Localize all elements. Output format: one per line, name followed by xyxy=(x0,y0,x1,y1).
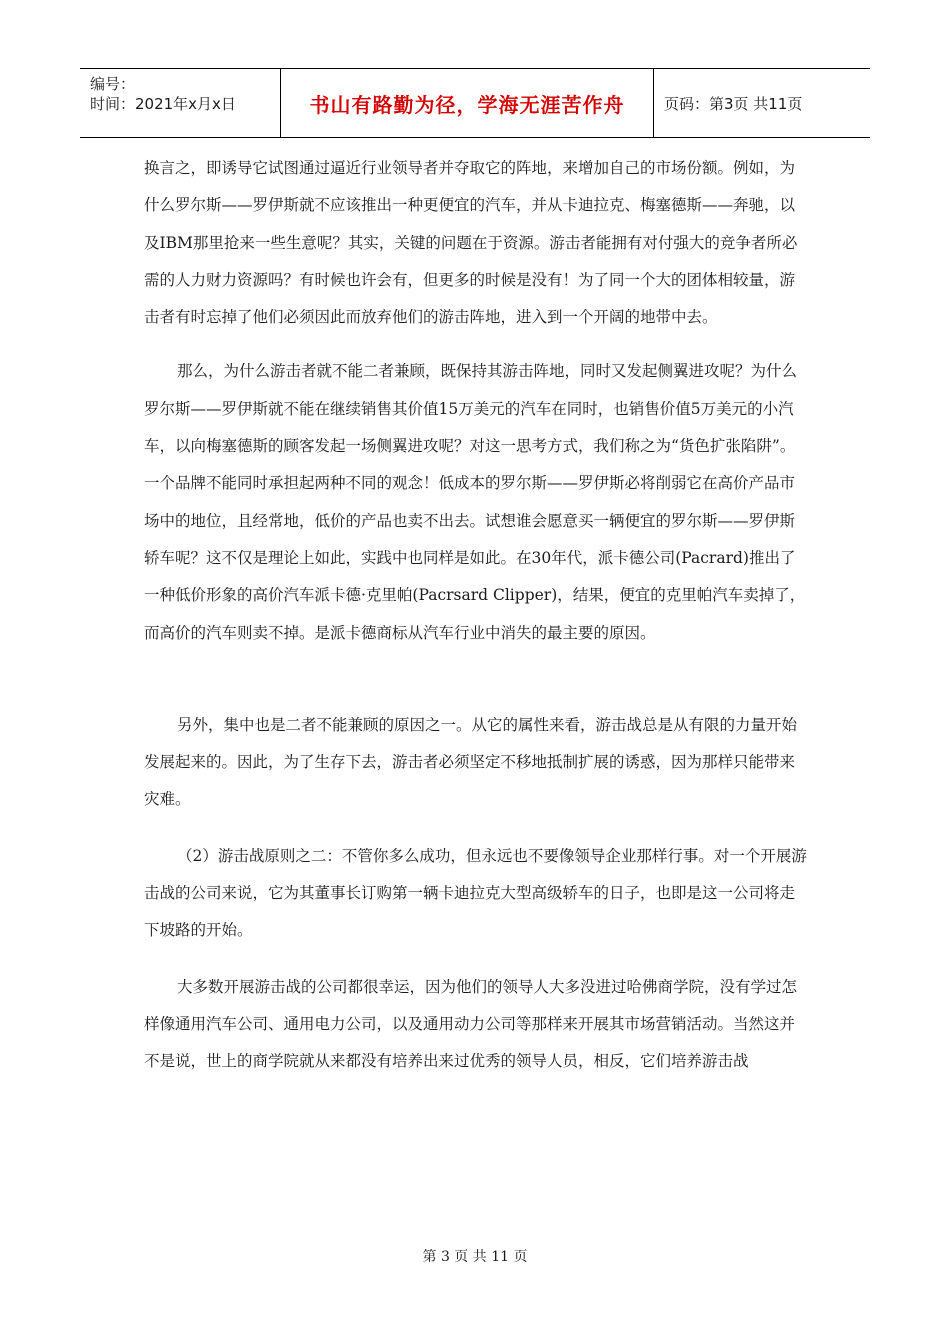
paragraph-1: 换言之，即诱导它试图通过逼近行业领导者并夺取它的阵地，来增加自己的市场份额。例如，为什么罗尔斯——罗伊斯就不应该推出一种更便宜的汽车，并从卡迪拉克、梅塞德斯——奔驰，以及IBM那里抢来一些生意呢？其实，关键的问题在于资源。游击者能拥有对付强大的竞争者所必需的人力财力资源吗？有时候也许会有，但更多的时候是没有！为了同一个大的团体相较量，游击者有时忘掉了他们必须因此而放弃他们的游击阵地，进入到一个开阔的地带中去。 xyxy=(144,159,798,327)
date-label: 时间：2021年x月x日 xyxy=(90,95,236,113)
header-motto-cell xyxy=(281,69,654,137)
document-body xyxy=(144,150,808,1081)
header-page-cell xyxy=(654,69,870,137)
page-header xyxy=(80,68,870,138)
paragraph-5: 大多数开展游击战的公司都很幸运，因为他们的领导人大多没进过哈佛商学院，没有学过怎样像通用汽车公司、通用电力公司，以及通用动力公司等那样来开展其市场营销活动。当然这并不是说，世上的商学院就从来都没有培养出来过优秀的领导人员，相反，它们培养游击战 xyxy=(144,977,798,1071)
paragraph-2: 那么，为什么游击者就不能二者兼顾，既保持其游击阵地，同时又发起侧翼进攻呢？为什么罗尔斯——罗伊斯就不能在继续销售其价值15万美元的汽车在同时，也销售价值5万美元的小汽车，以向梅塞德斯的顾客发起一场侧翼进攻呢？对这一思考方式，我们称之为“货色扩张陷阱”。一个品牌不能同时承担起两种不同的观念！低成本的罗尔斯——罗伊斯必将削弱它在高价产品市场中的地位，且经常地，低价的产品也卖不出去。试想谁会愿意买一辆便宜的罗尔斯——罗伊斯轿车呢？这不仅是理论上如此，实践中也同样是如此。在30年代，派卡德公司(Pacrard)推出了一种低价形象的高价汽车派卡德·克里帕(Pacrsard Clipper)，结果，便宜的克里帕汽车卖掉了，而高价的汽车则卖不掉。是派卡德商标从汽车行业中消失的最主要的原因。 xyxy=(144,362,806,642)
paragraph-4: （2）游击战原则之二：不管你多么成功，但永远也不要像领导企业那样行事。对一个开展游击战的公司来说，它为其董事长订购第一辆卡迪拉克大型高级轿车的日子，也即是这一公司将走下坡路的开始。 xyxy=(144,846,807,940)
number-label: 编号： xyxy=(90,75,136,93)
paragraph-3: 另外，集中也是二者不能兼顾的原因之一。从它的属性来看，游击战总是从有限的力量开始发展起来的。因此，为了生存下去，游击者必须坚定不移地抵制扩展的诱惑，因为那样只能带来灾难。 xyxy=(144,715,798,809)
header-meta-cell xyxy=(80,69,281,137)
page-footer: 第 3 页 共 11 页 xyxy=(422,1249,528,1265)
motto: 书山有路勤为径，学海无涯苦作舟 xyxy=(309,92,625,117)
header-page-info: 页码：第3页 共11页 xyxy=(664,94,803,113)
